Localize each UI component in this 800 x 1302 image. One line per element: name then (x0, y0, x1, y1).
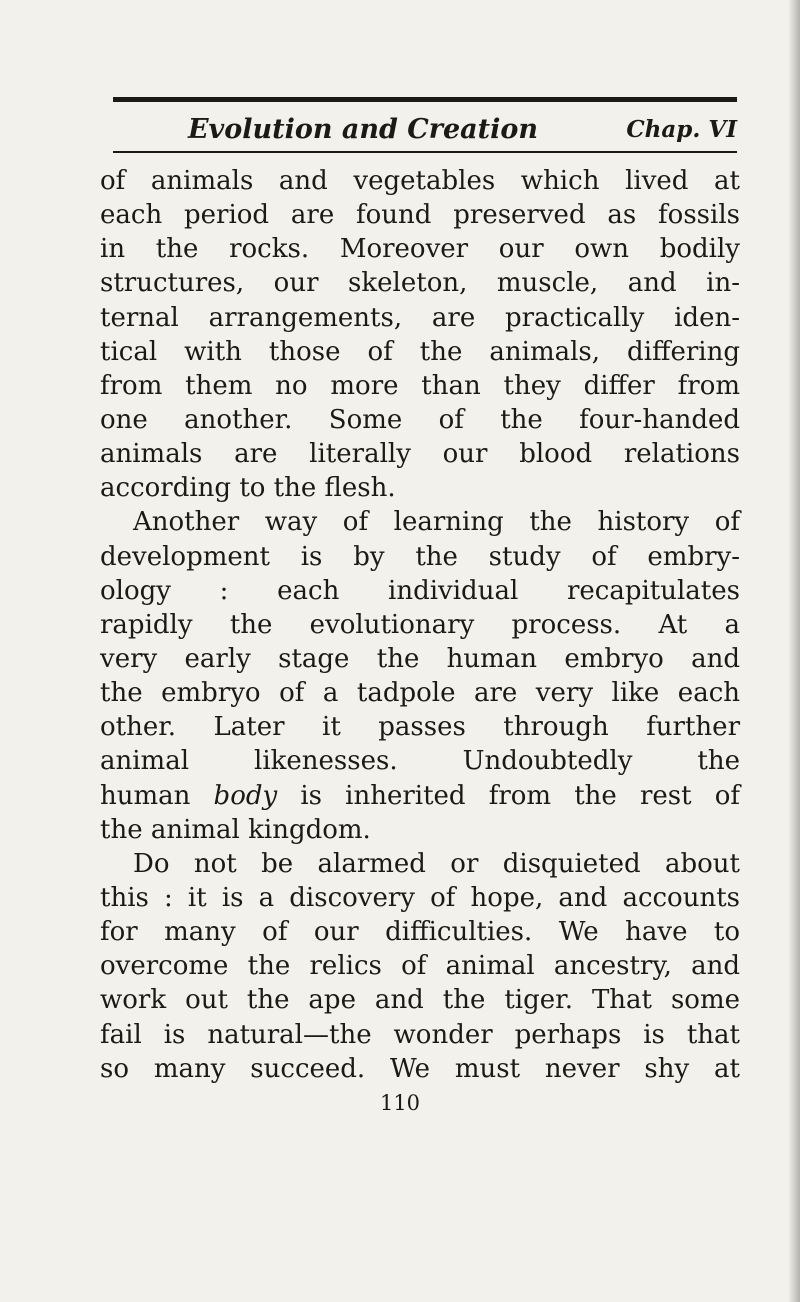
text-line: ology : each individual recapitulates (100, 575, 740, 606)
chapter-label: Chap. VI (626, 116, 737, 143)
text-segment: is inherited from the rest of (277, 780, 741, 811)
running-header (113, 110, 737, 150)
header-bottom-rule (113, 151, 737, 153)
text-line: animal likenesses. Undoubtedly the (100, 746, 740, 777)
running-title: Evolution and Creation (187, 114, 539, 145)
text-line: one another. Some of the four-handed (100, 404, 740, 435)
text-line: the embryo of a tadpole are very like each (100, 678, 740, 709)
page-edge-shadow (788, 0, 800, 1302)
text-line: development is by the study of embry- (100, 541, 740, 572)
text-line: fail is natural—the wonder perhaps is that (100, 1019, 740, 1050)
text-line: each period are found preserved as fossils (100, 200, 740, 231)
text-segment: human (100, 780, 214, 811)
text-line: in the rocks. Moreover our own bodily (100, 234, 740, 265)
paragraph-start-line: Another way of learning the history of (133, 507, 740, 538)
text-line: rapidly the evolutionary process. At a (100, 609, 740, 640)
text-line-with-emphasis (100, 779, 740, 813)
header-top-rule (113, 97, 737, 102)
paragraph-start-line: Do not be alarmed or disquieted about (133, 848, 740, 879)
text-line: very early stage the human embryo and (100, 643, 740, 674)
emphasized-word: body (213, 780, 278, 811)
paragraph-end-line: the animal kingdom. (100, 814, 371, 845)
text-line: of animals and vegetables which lived at (100, 166, 740, 196)
text-line: this : it is a discovery of hope, and accounts (100, 882, 740, 913)
text-line: structures, our skeleton, muscle, and in- (100, 268, 740, 299)
text-line: from them no more than they differ from (100, 370, 740, 401)
page-number: 110 (379, 1091, 421, 1115)
text-line: other. Later it passes through further (100, 712, 740, 743)
text-line: animals are literally our blood relations (100, 439, 740, 470)
body-text (100, 164, 740, 1086)
text-line: tical with those of the animals, differing (100, 336, 740, 367)
paragraph-end-line: according to the flesh. (100, 473, 396, 504)
text-line: for many of our difficulties. We have to (100, 917, 740, 948)
text-line: overcome the relics of animal ancestry, and (100, 951, 740, 982)
text-line: work out the ape and the tiger. That some (100, 985, 740, 1016)
text-line: so many succeed. We must never shy at (100, 1053, 740, 1084)
text-line: ternal arrangements, are practically iden- (100, 302, 740, 333)
